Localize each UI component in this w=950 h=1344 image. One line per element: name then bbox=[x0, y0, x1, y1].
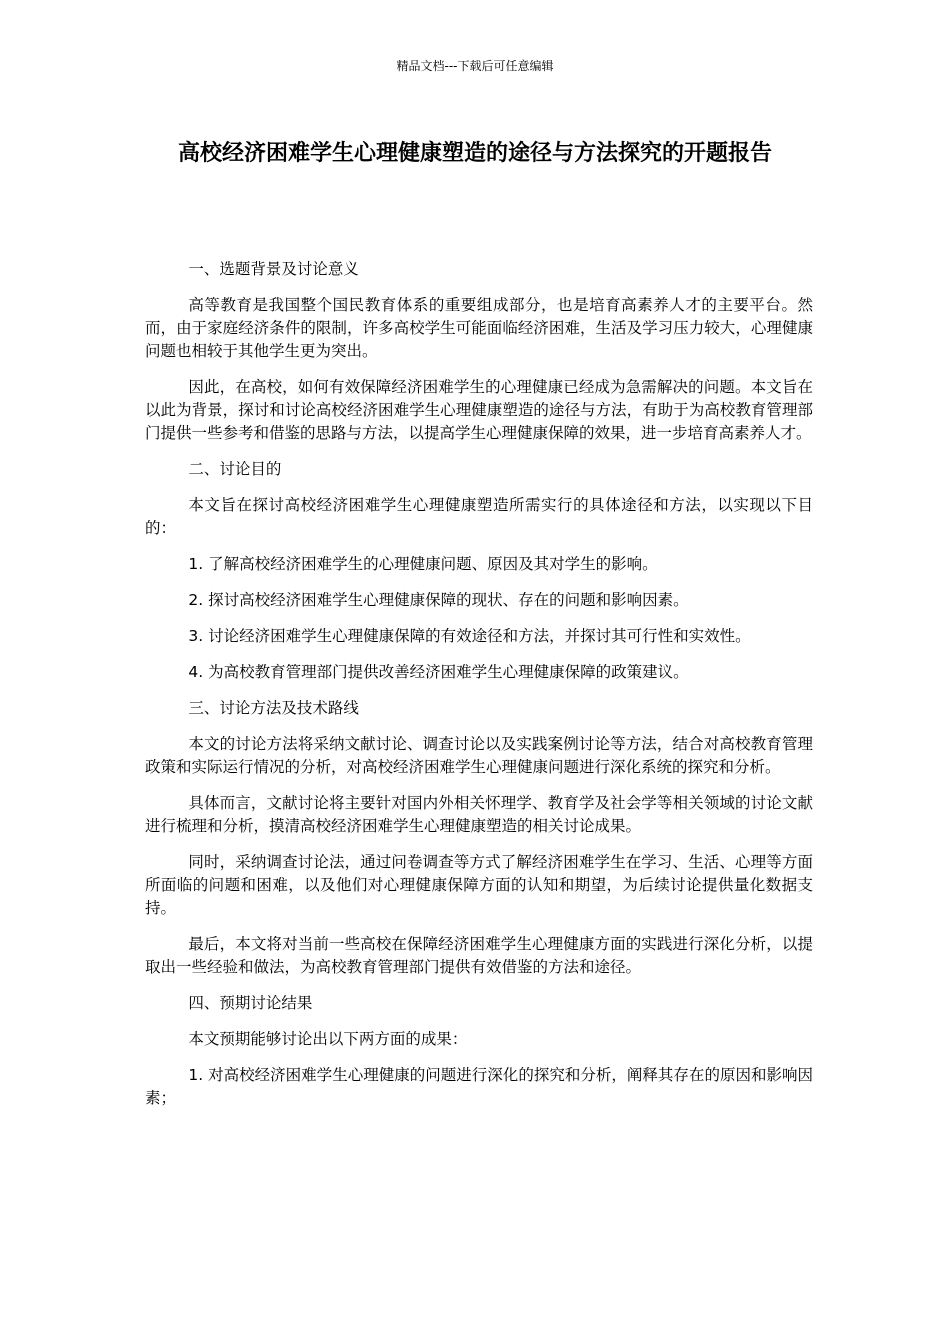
paragraph: 本文旨在探讨高校经济困难学生心理健康塑造所需实行的具体途径和方法，以实现以下目的： bbox=[145, 496, 813, 537]
section-heading-purpose: 二、讨论目的 bbox=[188, 460, 282, 478]
paragraph: 最后，本文将对当前一些高校在保障经济困难学生心理健康方面的实践进行深化分析，以提取出一些经验和做法，为高校教育管理部门提供有效借鉴的方法和途径。 bbox=[145, 935, 813, 976]
list-item: 2. 探讨高校经济困难学生心理健康保障的现状、存在的问题和影响因素。 bbox=[188, 591, 689, 609]
list-item: 1. 对高校经济困难学生心理健康的问题进行深化的探究和分析，阐释其存在的原因和影响因素； bbox=[145, 1066, 813, 1107]
document-title: 高校经济困难学生心理健康塑造的途径与方法探究的开题报告 bbox=[177, 141, 772, 166]
list-item: 4. 为高校教育管理部门提供改善经济困难学生心理健康保障的政策建议。 bbox=[188, 663, 689, 681]
page-header: 精品文档---下载后可任意编辑 bbox=[396, 59, 554, 73]
paragraph: 本文预期能够讨论出以下两方面的成果： bbox=[188, 1030, 468, 1048]
paragraph: 同时，采纳调查讨论法，通过问卷调查等方式了解经济困难学生在学习、生活、心理等方面所面临的问题和困难，以及他们对心理健康保障方面的认知和期望，为后续讨论提供量化数据支持。 bbox=[145, 853, 813, 917]
section-heading-results: 四、预期讨论结果 bbox=[188, 994, 313, 1012]
paragraph: 高等教育是我国整个国民教育体系的重要组成部分，也是培育高素养人才的主要平台。然而，由于家庭经济条件的限制，许多高校学生可能面临经济困难，生活及学习压力较大，心理健康问题也相较于其他学生更为突出。 bbox=[145, 296, 813, 360]
paragraph: 因此，在高校，如何有效保障经济困难学生的心理健康已经成为急需解决的问题。本文旨在以此为背景，探讨和讨论高校经济困难学生心理健康塑造的途径与方法，有助于为高校教育管理部门提供一些参考和借鉴的思路与方法，以提高学生心理健康保障的效果，进一步培育高素养人才。 bbox=[145, 378, 813, 442]
section-heading-methods: 三、讨论方法及技术路线 bbox=[188, 699, 359, 717]
list-item: 3. 讨论经济困难学生心理健康保障的有效途径和方法，并探讨其可行性和实效性。 bbox=[188, 627, 751, 645]
list-item: 1. 了解高校经济困难学生的心理健康问题、原因及其对学生的影响。 bbox=[188, 555, 658, 573]
paragraph: 本文的讨论方法将采纳文献讨论、调查讨论以及实践案例讨论等方法，结合对高校教育管理政策和实际运行情况的分析，对高校经济困难学生心理健康问题进行深化系统的探究和分析。 bbox=[145, 735, 813, 776]
document-body bbox=[145, 258, 813, 1123]
section-heading-background: 一、选题背景及讨论意义 bbox=[188, 260, 359, 278]
paragraph: 具体而言，文献讨论将主要针对国内外相关怀理学、教育学及社会学等相关领域的讨论文献进行梳理和分析，摸清高校经济困难学生心理健康塑造的相关讨论成果。 bbox=[145, 794, 813, 835]
